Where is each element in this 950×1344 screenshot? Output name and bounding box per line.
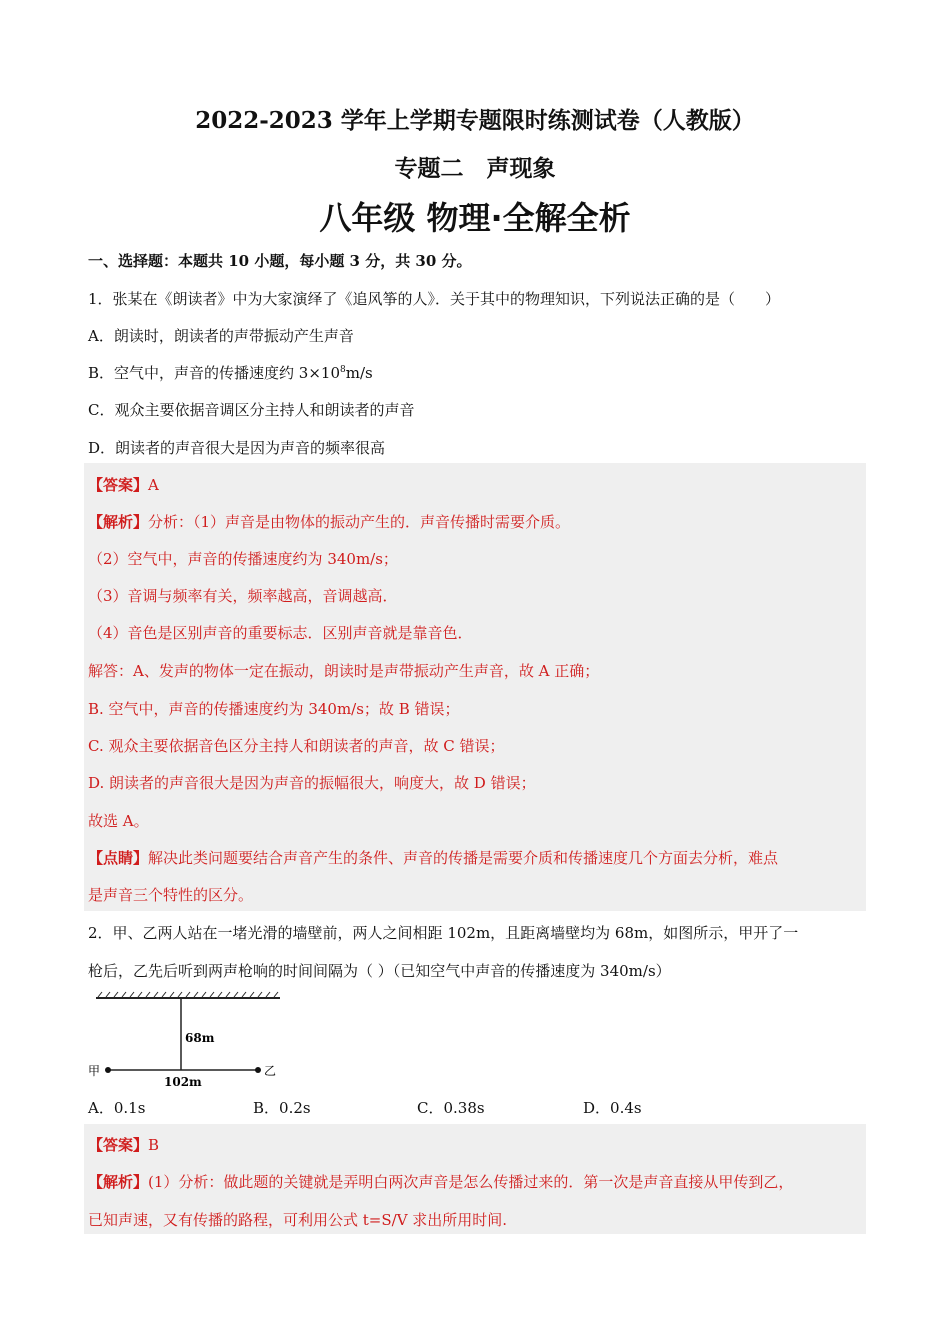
q2-option-a: A．0.1s <box>88 1099 146 1117</box>
q1-option-c: C．观众主要依据音调区分主持人和朗读者的声音 <box>88 401 415 419</box>
point-yi <box>255 1067 261 1073</box>
title-line-2: 专题二 声现象 <box>394 155 556 182</box>
q2-option-d: D．0.4s <box>583 1099 642 1117</box>
q2-option-b: B．0.2s <box>253 1099 311 1117</box>
q2-option-c: C．0.38s <box>417 1099 485 1117</box>
q1-analysis-1: 【解析】分析：（1）声音是由物体的振动产生的．声音传播时需要介质。 <box>88 513 571 531</box>
label-68m: 68m <box>185 1031 215 1045</box>
q1-option-d: D．朗读者的声音很大是因为声音的频率很高 <box>88 439 386 457</box>
label-yi: 乙 <box>264 1064 277 1078</box>
q1-stem: 1．张某在《朗读者》中为大家演绎了《追风筝的人》．关于其中的物理知识，下列说法正确的是（ ） <box>88 290 781 308</box>
q2-analysis-1: 【解析】(1）分析：做此题的关键就是弄明白两次声音是怎么传播过来的．第一次是声音直接从甲传到乙， <box>88 1173 794 1191</box>
q2-analysis-2: 已知声速，又有传播的路程，可利用公式 t=S/V 求出所用时间. <box>88 1211 508 1229</box>
q1-analysis-2: （2）空气中，声音的传播速度约为 340m/s； <box>88 550 398 568</box>
q1-point-1: 【点睛】解决此类问题要结合声音产生的条件、声音的传播是需要介质和传播速度几个方面去分析，难点 <box>88 849 779 867</box>
q1-solve-2: B. 空气中，声音的传播速度约为 340m/s；故 B 错误； <box>88 700 460 718</box>
label-102m: 102m <box>164 1075 202 1089</box>
q1-solve-3: C. 观众主要依据音色区分主持人和朗读者的声音，故 C 错误； <box>88 737 505 755</box>
point-jia <box>105 1067 111 1073</box>
q1-point-2: 是声音三个特性的区分。 <box>88 886 254 904</box>
section-heading: 一、选择题：本题共 10 小题，每小题 3 分，共 30 分。 <box>88 252 472 270</box>
q2-stem-1: 2．甲、乙两人站在一堵光滑的墙壁前，两人之间相距 102m，且距离墙壁均为 68m，如图所示，甲开了一 <box>88 924 799 942</box>
wall-diagram <box>88 990 288 1090</box>
q1-solve-1: 解答：A、发声的物体一定在振动，朗读时是声带振动产生声音，故 A 正确； <box>88 662 600 680</box>
wall-hatching <box>98 992 278 997</box>
q1-analysis-3: （3）音调与频率有关，频率越高，音调越高． <box>88 587 398 605</box>
q1-option-a: A．朗读时，朗读者的声带振动产生声音 <box>88 327 354 345</box>
q1-analysis-4: （4）音色是区别声音的重要标志．区别声音就是靠音色． <box>88 624 473 642</box>
q1-solve-5: 故选 A。 <box>88 812 149 830</box>
q2-answer: 【答案】B <box>88 1136 160 1154</box>
q2-stem-2: 枪后，乙先后听到两声枪响的时间间隔为（ ）（已知空气中声音的传播速度为 340m/s） <box>88 962 671 980</box>
q1-answer: 【答案】A <box>88 476 159 494</box>
title-line-3: 八年级 物理·全解全析 <box>319 199 631 237</box>
q1-solve-4: D. 朗读者的声音很大是因为声音的振幅很大，响度大，故 D 错误； <box>88 774 536 792</box>
q1-option-b: B．空气中，声音的传播速度约 $3\times 10^8m/s$ <box>88 364 373 382</box>
label-jia: 甲 <box>88 1064 101 1078</box>
title-line-1: 2022-2023 学年上学期专题限时练测试卷（人教版） <box>195 107 755 134</box>
